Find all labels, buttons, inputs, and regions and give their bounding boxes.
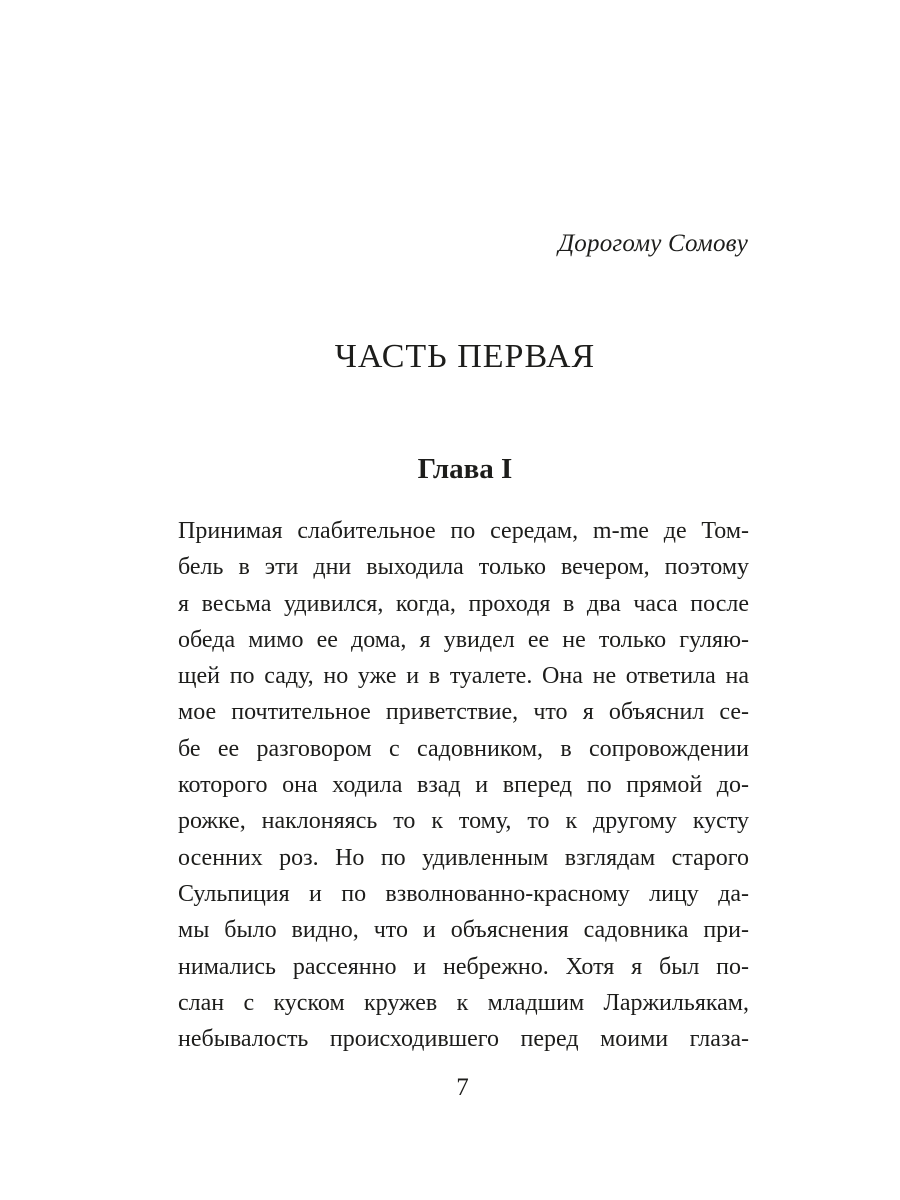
text-line: Принимая слабительное по середам, m-me де Том- bbox=[178, 518, 749, 544]
page-number: 7 bbox=[456, 1074, 469, 1101]
text-line: небывалость происходившего перед моими глаза- bbox=[178, 1026, 749, 1053]
text-line: слан с куском кружев к младшим Ларжильякам, bbox=[178, 989, 749, 1016]
body-text bbox=[178, 513, 749, 1057]
part-title: ЧАСТЬ ПЕРВАЯ bbox=[334, 338, 596, 375]
text-line: бель в эти дни выходила только вечером, поэтому bbox=[178, 554, 749, 581]
chapter-title: Глава I bbox=[417, 453, 513, 485]
text-line: бе ее разговором с садовником, в сопровождении bbox=[178, 735, 749, 762]
text-line: мое почтительное приветствие, что я объяснил се- bbox=[178, 699, 749, 726]
text-line: обеда мимо ее дома, я увидел ее не только гуляю- bbox=[178, 626, 749, 653]
text-line: Сульпиция и по взволнованно-красному лицу да- bbox=[178, 880, 749, 907]
text-line: мы было видно, что и объяснения садовника при- bbox=[178, 917, 749, 944]
text-line: осенних роз. Но по удивленным взглядам старого bbox=[178, 844, 749, 871]
text-line: нимались рассеянно и небрежно. Хотя я был по- bbox=[178, 953, 749, 980]
text-line: рожке, наклоняясь то к тому, то к другому кусту bbox=[178, 808, 749, 835]
text-line: я весьма удивился, когда, проходя в два часа после bbox=[178, 590, 749, 617]
dedication: Дорогому Сомову bbox=[558, 230, 748, 257]
text-line: щей по саду, но уже и в туалете. Она не ответила на bbox=[178, 663, 749, 690]
text-line: которого она ходила взад и вперед по прямой до- bbox=[178, 772, 749, 799]
